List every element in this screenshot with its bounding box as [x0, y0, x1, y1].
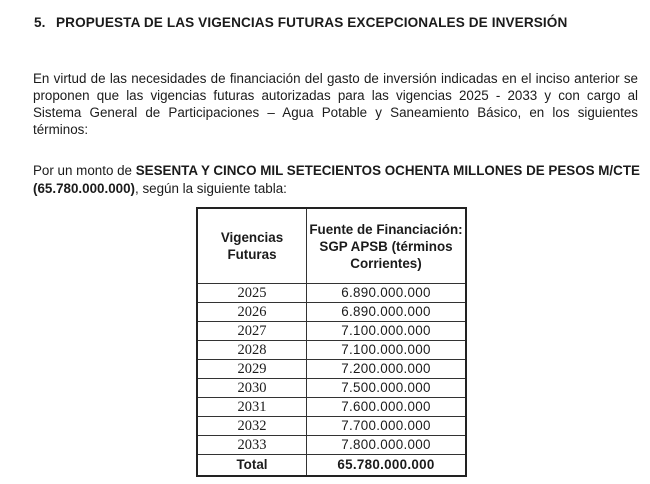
year-cell: 2031 — [197, 398, 307, 417]
body-paragraph: En virtud de las necesidades de financiación del gasto de inversión indicadas en el inciso anterior se proponen que las vigencias futuras autorizadas para las vigencias 2025 - 2033 y con cargo al Sistema General de Participaciones – Agua Potable y Saneamiento Básico, en los siguientes términos: — [33, 71, 638, 137]
section-heading — [34, 14, 594, 32]
total-label: Total — [197, 455, 307, 477]
year-cell: 2025 — [197, 284, 307, 303]
value-cell: 7.500.000.000 — [307, 379, 467, 398]
header-vigencias: Vigencias Futuras — [197, 208, 307, 284]
value-cell: 7.100.000.000 — [307, 322, 467, 341]
total-row — [197, 455, 466, 477]
year-cell: 2033 — [197, 436, 307, 455]
value-cell: 7.200.000.000 — [307, 360, 467, 379]
amount-bold-text: SESENTA Y CINCO MIL SETECIENTOS OCHENTA MILLONES DE PESOS M/CTE (65.780.000.000) — [33, 163, 640, 196]
year-cell: 2027 — [197, 322, 307, 341]
table-row — [197, 436, 466, 455]
table-row — [197, 417, 466, 436]
amount-suffix: , según la siguiente tabla: — [135, 181, 287, 196]
table-row — [197, 398, 466, 417]
section-number: 5. — [34, 15, 46, 30]
table-header-row — [197, 208, 466, 284]
value-cell: 6.890.000.000 — [307, 284, 467, 303]
year-cell: 2026 — [197, 303, 307, 322]
total-value: 65.780.000.000 — [307, 455, 467, 477]
vigencias-table — [196, 207, 467, 477]
table-row — [197, 341, 466, 360]
table-row — [197, 322, 466, 341]
table-row — [197, 303, 466, 322]
year-cell: 2029 — [197, 360, 307, 379]
amount-prefix: Por un monto de — [33, 163, 136, 178]
table-row — [197, 379, 466, 398]
value-cell: 7.600.000.000 — [307, 398, 467, 417]
amount-paragraph — [33, 162, 643, 198]
year-cell: 2032 — [197, 417, 307, 436]
year-cell: 2030 — [197, 379, 307, 398]
section-title: PROPUESTA DE LAS VIGENCIAS FUTURAS EXCEPCIONALES DE INVERSIÓN — [56, 15, 568, 30]
value-cell: 6.890.000.000 — [307, 303, 467, 322]
value-cell: 7.100.000.000 — [307, 341, 467, 360]
table-row — [197, 284, 466, 303]
table-row — [197, 360, 466, 379]
header-fuente: Fuente de Financiación: SGP APSB (términos Corrientes) — [307, 208, 467, 284]
value-cell: 7.700.000.000 — [307, 417, 467, 436]
year-cell: 2028 — [197, 341, 307, 360]
value-cell: 7.800.000.000 — [307, 436, 467, 455]
